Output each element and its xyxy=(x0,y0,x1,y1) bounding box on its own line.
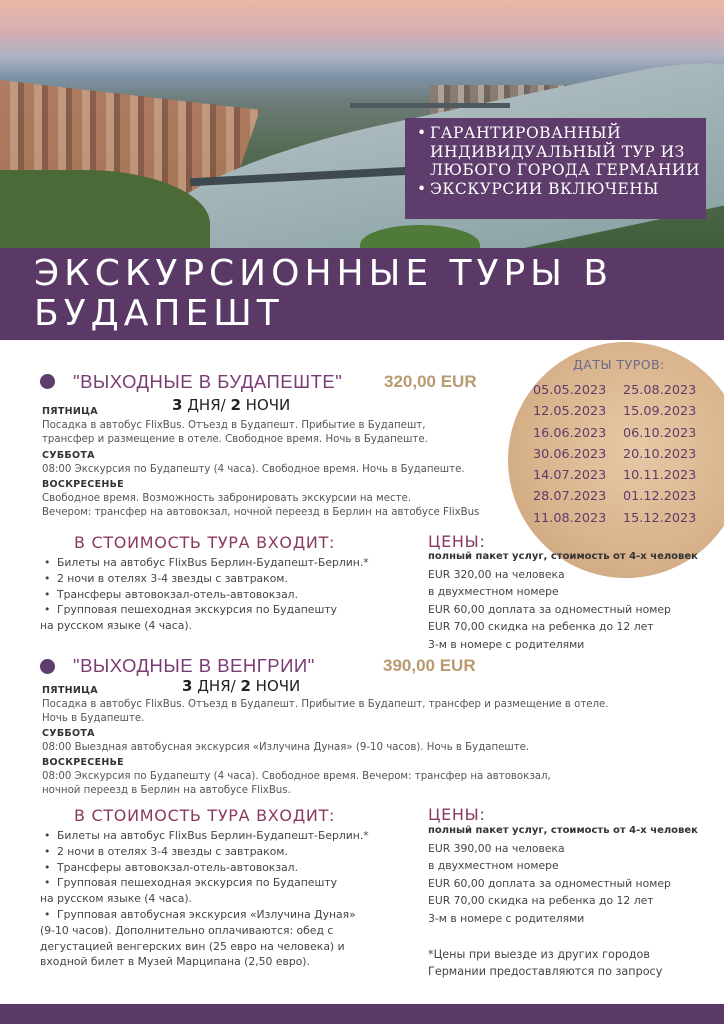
price-line: EUR 60,00 доплата за одноместный номер xyxy=(428,602,671,616)
tour-date: 14.07.2023 xyxy=(533,468,607,484)
tour-1-bullet-dot xyxy=(40,374,55,389)
prices-header: полный пакет услуг, стоимость от 4-х человек xyxy=(428,825,698,836)
tour-1-name: "ВЫХОДНЫЕ В БУДАПЕШТЕ" xyxy=(73,371,343,392)
tour-date: 20.10.2023 xyxy=(623,446,697,462)
program-line: ночной переезд в Берлин на автобусе FlixBus. xyxy=(42,784,291,796)
tour-2-bullet-dot xyxy=(40,659,55,674)
days-number: 3 xyxy=(182,677,193,695)
tour-2-included-title: В СТОИМОСТЬ ТУРА ВХОДИТ: xyxy=(74,806,336,825)
days-word: ДНЯ/ xyxy=(192,677,241,695)
feature-text: ГАРАНТИРОВАННЫЙ xyxy=(430,124,622,142)
price-line: в двухместном номере xyxy=(428,585,559,598)
tour-2-prices xyxy=(428,822,698,927)
tour-1-saturday-text xyxy=(42,463,465,477)
tour-1-price: 320,00 EUR xyxy=(384,372,477,391)
feature-text: ЭКСКУРСИИ ВКЛЮЧЕНЫ xyxy=(430,179,660,198)
feature-text: ЛЮБОГО ГОРОДА ГЕРМАНИИ xyxy=(430,161,700,179)
tour-dates-col-1 xyxy=(533,380,606,529)
included-item: • Трансферы автовокзал-отель-автовокзал. xyxy=(40,860,369,876)
tour-1-friday-text xyxy=(42,419,428,446)
included-item: • Билеты на автобус FlixBus Берлин-Будапешт-Берлин.* xyxy=(40,828,369,844)
program-line: Ночь в Будапеште. xyxy=(42,712,145,724)
feature-text: ИНДИВИДУАЛЬНЫЙ ТУР ИЗ xyxy=(430,142,685,161)
tour-2-prices-title: ЦЕНЫ: xyxy=(428,805,486,824)
price-line: EUR 70,00 скидка на ребенка до 12 лет xyxy=(428,620,654,633)
included-item: • 2 ночи в отелях 3-4 звезды с завтраком. xyxy=(40,571,369,587)
footer-band xyxy=(0,1004,724,1024)
tour-1-prices-title: ЦЕНЫ: xyxy=(428,532,486,551)
price-line: 3-м в номере с родителями xyxy=(428,637,585,651)
included-item: • Групповая автобусная экскурсия «Излучина Дуная» xyxy=(40,907,369,923)
tour-1-included-list xyxy=(40,555,369,634)
tour-date: 15.09.2023 xyxy=(623,404,697,420)
tour-2-friday-text xyxy=(42,698,609,725)
title-band xyxy=(0,248,724,340)
days-number: 3 xyxy=(172,396,183,414)
included-item-cont: дегустацией венгерских вин (25 евро на человека) и xyxy=(40,939,345,953)
nights-number: 2 xyxy=(240,677,251,695)
feature-bullet-guaranteed xyxy=(417,124,706,143)
tour-2-sunday-text xyxy=(42,770,551,797)
footnote-line: Германии предоставляются по запросу xyxy=(428,965,663,978)
program-line: трансфер и размещение в отеле. Свободное время. Ночь в Будапеште. xyxy=(42,433,428,445)
included-item-cont: на русском языке (4 часа). xyxy=(40,892,192,906)
included-item: • Групповая пешеходная экскурсия по Будапешту xyxy=(40,875,369,891)
included-item-cont: на русском языке (4 часа). xyxy=(40,619,192,633)
tour-date: 01.12.2023 xyxy=(623,489,697,505)
feature-bullet-cont2 xyxy=(417,161,706,180)
tour-date: 28.07.2023 xyxy=(533,489,607,505)
footnote-line: *Цены при выезде из других городов xyxy=(428,948,650,961)
tour-1-day-saturday: СУББОТА xyxy=(42,450,95,461)
tour-2-included-list xyxy=(40,828,369,970)
price-line: EUR 70,00 скидка на ребенка до 12 лет xyxy=(428,894,654,907)
program-line: Свободное время. Возможность забронировать экскурсии на месте. xyxy=(42,493,412,504)
tour-2-saturday-text xyxy=(42,741,529,755)
program-line: Посадка в автобус FlixBus. Отъезд в Будапешт. Прибытие в Будапешт, трансфер и размещение в отеле. xyxy=(42,699,609,710)
tour-dates-col-2 xyxy=(623,380,696,529)
program-line: Вечером: трансфер на автовокзал, ночной переезд в Берлин на автобусе FlixBus xyxy=(42,506,480,518)
tour-1-day-sunday: ВОСКРЕСЕНЬЕ xyxy=(42,479,124,490)
price-line: EUR 390,00 на человека xyxy=(428,841,565,855)
price-line: EUR 60,00 доплата за одноместный номер xyxy=(428,876,671,890)
days-word: ДНЯ/ xyxy=(182,396,231,414)
included-item-cont: (9-10 часов). Дополнительно оплачиваются: обед с xyxy=(40,923,334,937)
tour-1-sunday-text xyxy=(42,492,479,519)
tour-2-day-friday: ПЯТНИЦА xyxy=(42,685,98,696)
tour-1-day-friday: ПЯТНИЦА xyxy=(42,406,98,417)
tour-date: 10.11.2023 xyxy=(623,468,697,484)
tour-1-duration xyxy=(172,396,290,414)
page-title xyxy=(34,254,613,334)
tour-1-included-title: В СТОИМОСТЬ ТУРА ВХОДИТ: xyxy=(74,533,336,552)
feature-bullets-box xyxy=(405,118,706,219)
included-item: • 2 ночи в отелях 3-4 звезды с завтраком. xyxy=(40,844,369,860)
title-line-1: ЭКСКУРСИОННЫЕ ТУРЫ В xyxy=(34,253,614,294)
nights-word: НОЧИ xyxy=(240,396,291,414)
price-line: 3-м в номере с родителями xyxy=(428,911,585,925)
feature-bullet-excursions xyxy=(417,180,706,199)
tour-dates-circle xyxy=(508,342,724,578)
tour-2-day-saturday: СУББОТА xyxy=(42,728,95,739)
included-item: • Билеты на автобус FlixBus Берлин-Будапешт-Берлин.* xyxy=(40,555,369,571)
program-line: 08:00 Экскурсия по Будапешту (4 часа). Свободное время. Вечером: трансфер на автовокзал, xyxy=(42,771,551,782)
included-item: • Групповая пешеходная экскурсия по Будапешту xyxy=(40,602,369,618)
included-item: • Трансферы автовокзал-отель-автовокзал. xyxy=(40,587,369,603)
tour-date: 15.12.2023 xyxy=(623,510,697,526)
feature-bullet-cont xyxy=(417,143,706,162)
tour-date: 25.08.2023 xyxy=(623,383,697,398)
tour-dates-heading: ДАТЫ ТУРОВ: xyxy=(573,357,665,372)
prices-header: полный пакет услуг, стоимость от 4-х человек xyxy=(428,551,698,562)
tour-2-name: "ВЫХОДНЫЕ В ВЕНГРИИ" xyxy=(73,655,315,676)
nights-word: НОЧИ xyxy=(250,677,301,695)
tour-2-day-sunday: ВОСКРЕСЕНЬЕ xyxy=(42,757,124,768)
price-line: EUR 320,00 на человека xyxy=(428,567,565,581)
program-line: 08:00 Выездная автобусная экскурсия «Излучина Дуная» (9-10 часов). Ночь в Будапеште. xyxy=(42,742,530,753)
tour-date: 05.05.2023 xyxy=(533,383,607,398)
program-line: Посадка в автобус FlixBus. Отъезд в Будапешт. Прибытие в Будапешт, xyxy=(42,420,426,431)
program-line: 08:00 Экскурсия по Будапешту (4 часа). Свободное время. Ночь в Будапеште. xyxy=(42,464,465,475)
tour-date: 11.08.2023 xyxy=(533,510,607,526)
tour-date: 30.06.2023 xyxy=(533,446,607,462)
price-footnote xyxy=(428,946,662,980)
included-item-cont: входной билет в Музей Марципана (2,50 евро). xyxy=(40,955,310,969)
tour-1-prices xyxy=(428,548,698,653)
title-line-2: БУДАПЕШТ xyxy=(34,293,284,334)
tour-date: 16.06.2023 xyxy=(533,425,607,441)
tour-date: 12.05.2023 xyxy=(533,404,607,420)
tour-date: 06.10.2023 xyxy=(623,425,697,441)
price-line: в двухместном номере xyxy=(428,859,559,872)
tour-2-price: 390,00 EUR xyxy=(383,656,476,675)
tour-2-duration xyxy=(182,677,300,695)
nights-number: 2 xyxy=(230,396,241,414)
photo-far-bridge xyxy=(350,103,510,108)
